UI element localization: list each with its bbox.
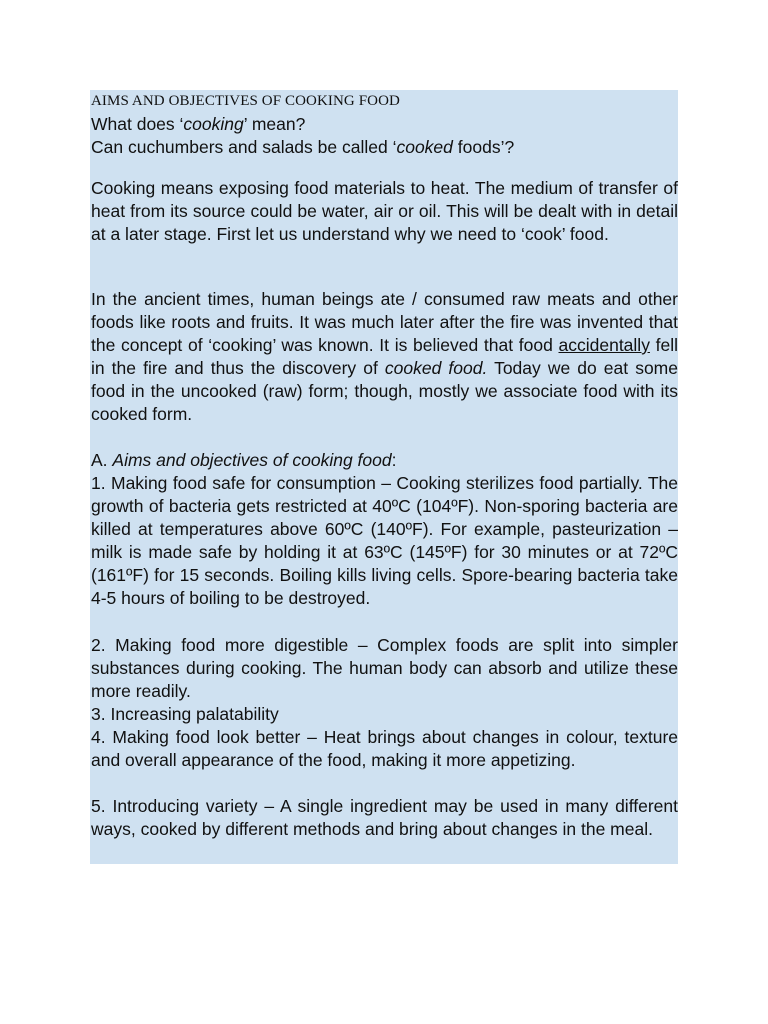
list-item-variety: 5. Introducing variety – A single ingredient may be used in many different ways, cooked by different methods and bring about changes in the meal. <box>91 796 678 839</box>
question-cooked-foods: Can cuchumbers and salads be called ‘cooked foods’? <box>91 137 515 157</box>
section-a-heading: A. Aims and objectives of cooking food: <box>91 450 397 470</box>
list-item-palatability: 3. Increasing palatability <box>91 704 279 724</box>
document-heading: AIMS AND OBJECTIVES OF COOKING FOOD <box>91 93 400 109</box>
list-item-digestible: 2. Making food more digestible – Complex foods are split into simpler substances during cooking. The human body can absorb and utilize these more readily. <box>91 635 678 701</box>
paragraph-history: In the ancient times, human beings ate / consumed raw meats and other foods like roots and fruits. It was much later after the fire was invented that the concept of ‘cooking’ was known. It is believed that food accidentally fell in the fire and thus the discovery of cooked food. Today we do eat some food in the uncooked (raw) form; though, mostly we associate food with its cooked form. <box>91 289 679 424</box>
list-item-food-safety: 1. Making food safe for consumption – Cooking sterilizes food partially. The growth of bacteria gets restricted at 40ºC (104ºF). Non-sporing bacteria are killed at temperatures above 60ºC (140ºF). For example, pasteurization – milk is made safe by holding it at 63ºC (145ºF) for 30 minutes or at 72ºC (161ºF) for 15 seconds. Boiling kills living cells. Spore-bearing bacteria take 4-5 hours of boiling to be destroyed. <box>91 473 678 608</box>
question-cooking-meaning: What does ‘cooking’ mean? <box>91 114 306 134</box>
paragraph-cooking-definition: Cooking means exposing food materials to heat. The medium of transfer of heat from its source could be water, air or oil. This will be dealt with in detail at a later stage. First let us understand why we need to ‘cook’ food. <box>91 178 678 244</box>
list-item-look-better: 4. Making food look better – Heat brings about changes in colour, texture and overall appearance of the food, making it more appetizing. <box>91 727 678 770</box>
